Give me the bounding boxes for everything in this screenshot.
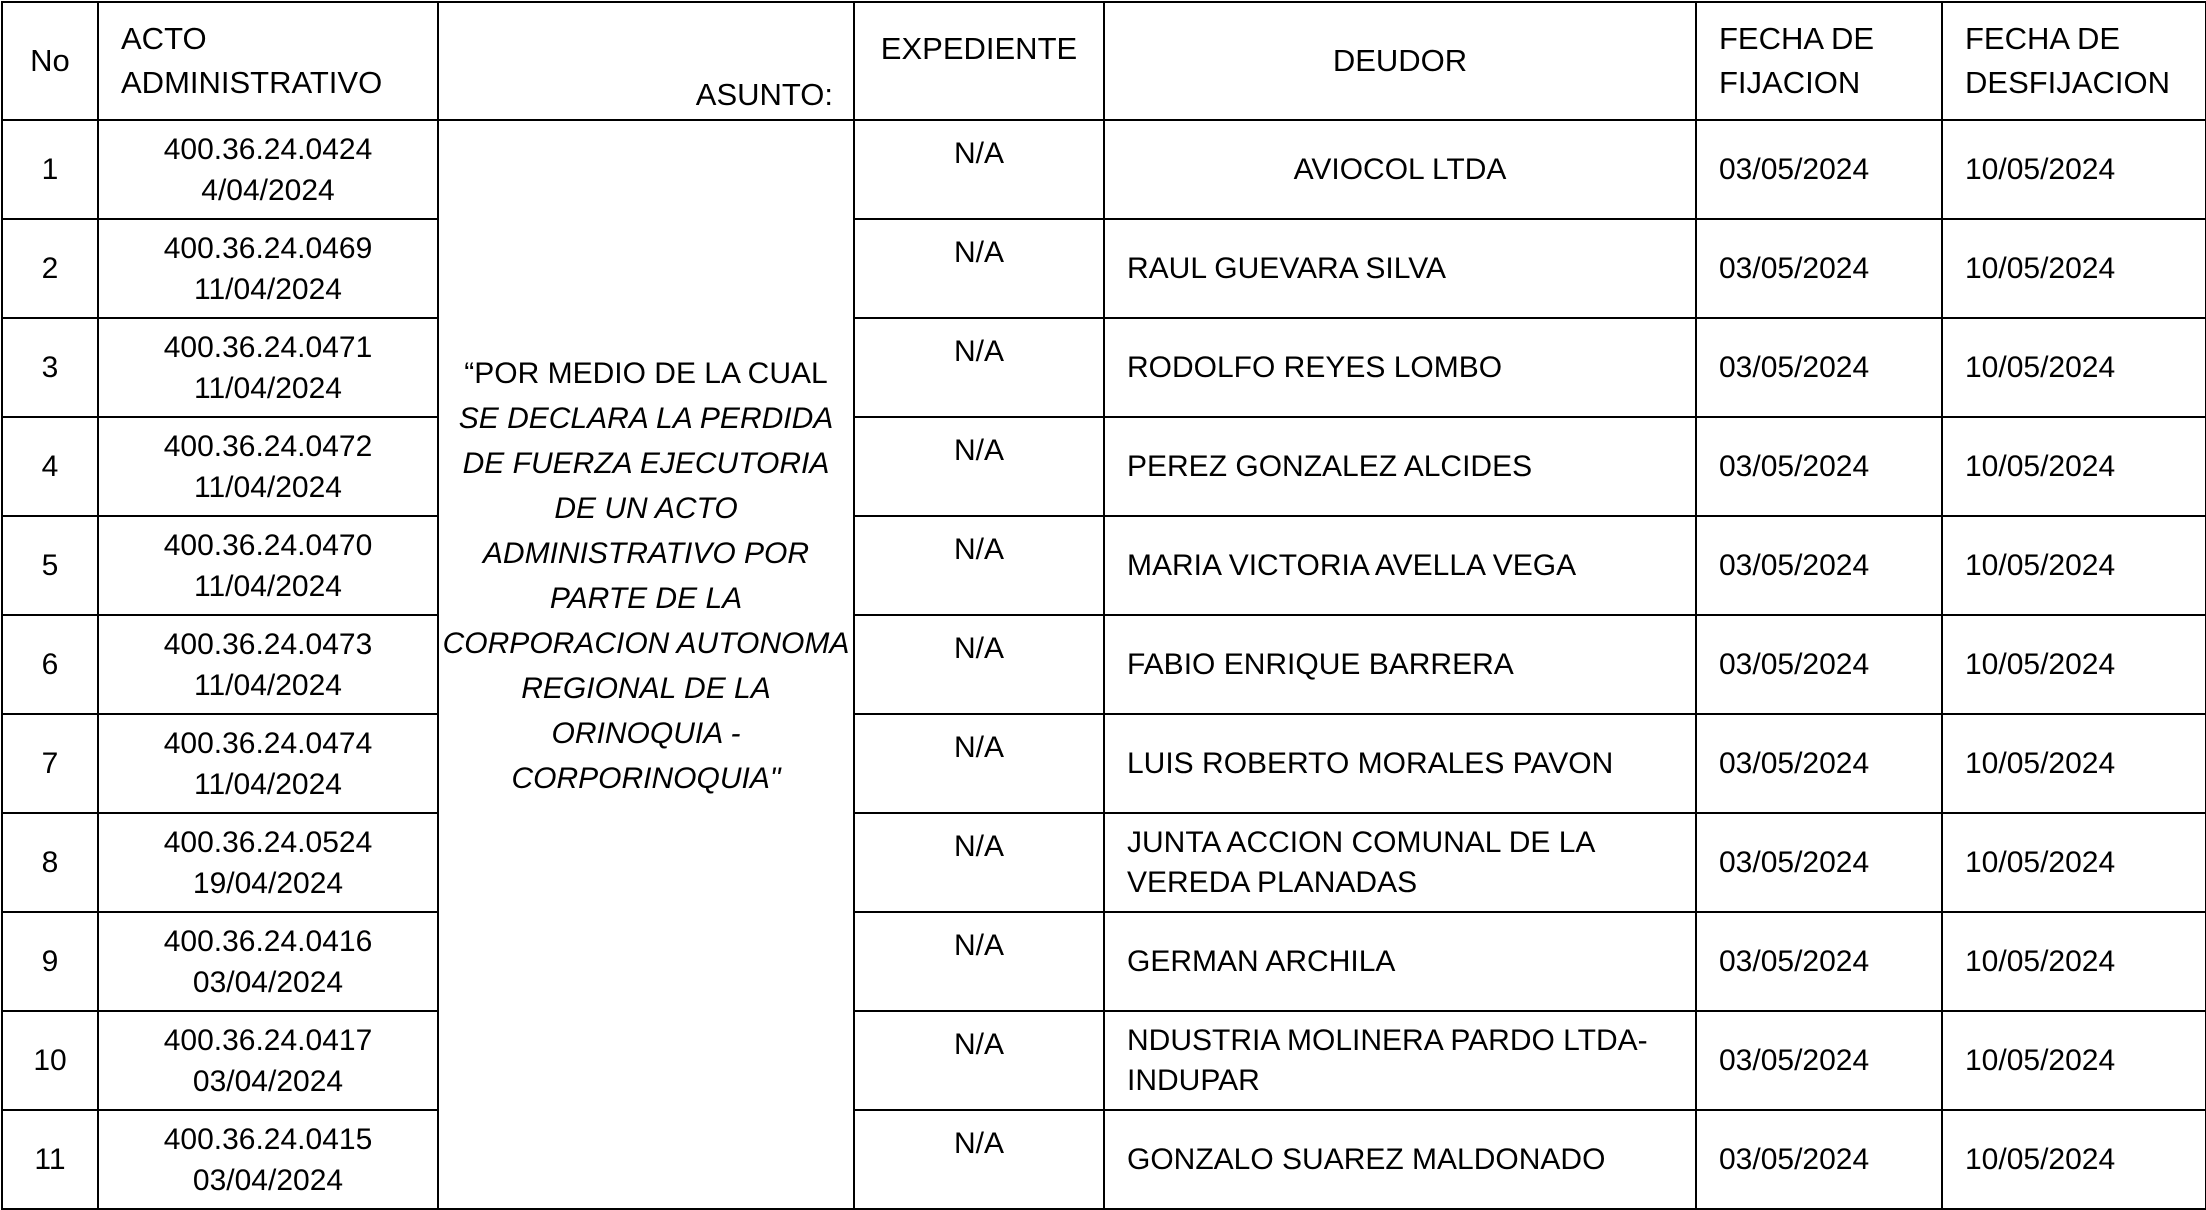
fecha-desfijacion-cell: 10/05/2024 [1942, 318, 2206, 417]
expediente-cell: N/A [854, 714, 1104, 813]
header-expediente: EXPEDIENTE [854, 2, 1104, 120]
header-no: No [2, 2, 98, 120]
acto-date: 4/04/2024 [201, 173, 335, 207]
acto-administrativo-cell [98, 516, 438, 615]
acto-number: 400.36.24.0416 [163, 924, 373, 958]
header-acto-line1: ACTO [121, 21, 207, 56]
acto-number: 400.36.24.0417 [163, 1023, 373, 1057]
fecha-desfijacion-cell: 10/05/2024 [1942, 912, 2206, 1011]
fecha-desfijacion-cell: 10/05/2024 [1942, 714, 2206, 813]
acto-date: 03/04/2024 [192, 965, 344, 999]
table-row [2, 120, 2206, 219]
deudor-cell: RODOLFO REYES LOMBO [1104, 318, 1696, 417]
table-row [2, 714, 2206, 813]
row-number: 5 [2, 516, 98, 615]
table-row [2, 417, 2206, 516]
header-asunto: ASUNTO: [438, 2, 854, 120]
header-desfijacion-line1: FECHA DE [1965, 21, 2121, 56]
deudor-cell: NDUSTRIA MOLINERA PARDO LTDA- INDUPAR [1104, 1011, 1696, 1110]
fecha-desfijacion-cell: 10/05/2024 [1942, 1011, 2206, 1110]
expediente-cell: N/A [854, 120, 1104, 219]
acto-number: 400.36.24.0424 [163, 132, 373, 166]
acto-number: 400.36.24.0415 [163, 1122, 373, 1156]
header-acto-administrativo [98, 2, 438, 120]
acto-date: 11/04/2024 [194, 371, 342, 405]
fecha-desfijacion-cell: 10/05/2024 [1942, 120, 2206, 219]
header-fijacion-line1: FECHA DE [1719, 21, 1875, 56]
acto-administrativo-cell [98, 120, 438, 219]
expediente-cell: N/A [854, 318, 1104, 417]
row-number: 1 [2, 120, 98, 219]
acto-administrativo-cell [98, 318, 438, 417]
acto-number: 400.36.24.0471 [163, 330, 373, 364]
deudor-cell: MARIA VICTORIA AVELLA VEGA [1104, 516, 1696, 615]
expediente-cell: N/A [854, 912, 1104, 1011]
asunto-cell [438, 120, 854, 1209]
fecha-fijacion-cell: 03/05/2024 [1696, 813, 1942, 912]
fecha-fijacion-cell: 03/05/2024 [1696, 1011, 1942, 1110]
acto-number: 400.36.24.0470 [163, 528, 373, 562]
row-number: 4 [2, 417, 98, 516]
fecha-desfijacion-cell: 10/05/2024 [1942, 813, 2206, 912]
table-row [2, 219, 2206, 318]
acto-number: 400.36.24.0472 [163, 429, 373, 463]
acto-date: 11/04/2024 [194, 272, 342, 306]
header-deudor: DEUDOR [1104, 2, 1696, 120]
header-desfijacion-line2: DESFIJACION [1965, 65, 2170, 100]
fecha-desfijacion-cell: 10/05/2024 [1942, 219, 2206, 318]
expediente-cell: N/A [854, 615, 1104, 714]
acto-date: 03/04/2024 [192, 1064, 344, 1098]
acto-administrativo-cell [98, 615, 438, 714]
expediente-cell: N/A [854, 1110, 1104, 1209]
row-number: 6 [2, 615, 98, 714]
expediente-cell: N/A [854, 417, 1104, 516]
row-number: 2 [2, 219, 98, 318]
fecha-desfijacion-cell: 10/05/2024 [1942, 417, 2206, 516]
fecha-fijacion-cell: 03/05/2024 [1696, 912, 1942, 1011]
deudor-cell: PEREZ GONZALEZ ALCIDES [1104, 417, 1696, 516]
expediente-cell: N/A [854, 1011, 1104, 1110]
deudor-cell: GERMAN ARCHILA [1104, 912, 1696, 1011]
acto-date: 11/04/2024 [194, 569, 342, 603]
expediente-cell: N/A [854, 813, 1104, 912]
table-row [2, 615, 2206, 714]
table-row [2, 318, 2206, 417]
fecha-fijacion-cell: 03/05/2024 [1696, 714, 1942, 813]
fecha-fijacion-cell: 03/05/2024 [1696, 516, 1942, 615]
row-number: 9 [2, 912, 98, 1011]
deudor-cell: LUIS ROBERTO MORALES PAVON [1104, 714, 1696, 813]
acto-date: 11/04/2024 [194, 668, 342, 702]
fecha-fijacion-cell: 03/05/2024 [1696, 1110, 1942, 1209]
row-number: 11 [2, 1110, 98, 1209]
row-number: 8 [2, 813, 98, 912]
header-row [2, 2, 2206, 120]
acto-number: 400.36.24.0474 [163, 726, 373, 760]
fecha-fijacion-cell: 03/05/2024 [1696, 219, 1942, 318]
acto-administrativo-cell [98, 1110, 438, 1209]
header-fecha-fijacion [1696, 2, 1942, 120]
acto-administrativo-cell [98, 417, 438, 516]
fecha-fijacion-cell: 03/05/2024 [1696, 417, 1942, 516]
acto-administrativo-cell [98, 219, 438, 318]
header-fijacion-line2: FIJACION [1719, 65, 1861, 100]
fecha-fijacion-cell: 03/05/2024 [1696, 318, 1942, 417]
acto-administrativo-cell [98, 714, 438, 813]
acto-date: 11/04/2024 [194, 767, 342, 801]
deudor-cell: GONZALO SUAREZ MALDONADO [1104, 1110, 1696, 1209]
fecha-desfijacion-cell: 10/05/2024 [1942, 1110, 2206, 1209]
fecha-fijacion-cell: 03/05/2024 [1696, 615, 1942, 714]
acto-date: 19/04/2024 [192, 866, 344, 900]
deudor-cell: RAUL GUEVARA SILVA [1104, 219, 1696, 318]
asunto-text-italic: SE DECLARA LA PERDIDA DE FUERZA EJECUTORIA DE UN ACTO ADMINISTRATIVO POR PARTE DE LA CORPORACION AUTONOMA REGIONAL DE LA ORINOQUIA - CORPORINOQUIA" [442, 402, 850, 795]
table-row [2, 912, 2206, 1011]
acto-number: 400.36.24.0469 [163, 231, 373, 265]
acto-date: 03/04/2024 [192, 1163, 344, 1197]
deudor-cell: AVIOCOL LTDA [1104, 120, 1696, 219]
table-body [2, 120, 2206, 1209]
table-row [2, 813, 2206, 912]
table-row [2, 1011, 2206, 1110]
fecha-desfijacion-cell: 10/05/2024 [1942, 615, 2206, 714]
acto-administrativo-cell [98, 912, 438, 1011]
acto-administrativo-cell [98, 1011, 438, 1110]
expediente-cell: N/A [854, 516, 1104, 615]
row-number: 7 [2, 714, 98, 813]
notification-table [1, 1, 2206, 1210]
acto-number: 400.36.24.0524 [163, 825, 373, 859]
deudor-cell: JUNTA ACCION COMUNAL DE LA VEREDA PLANADAS [1104, 813, 1696, 912]
row-number: 10 [2, 1011, 98, 1110]
asunto-text-plain: “POR MEDIO DE LA CUAL [464, 357, 828, 390]
acto-number: 400.36.24.0473 [163, 627, 373, 661]
expediente-cell: N/A [854, 219, 1104, 318]
deudor-cell: FABIO ENRIQUE BARRERA [1104, 615, 1696, 714]
acto-date: 11/04/2024 [194, 470, 342, 504]
table-row [2, 516, 2206, 615]
header-fecha-desfijacion [1942, 2, 2206, 120]
fecha-fijacion-cell: 03/05/2024 [1696, 120, 1942, 219]
fecha-desfijacion-cell: 10/05/2024 [1942, 516, 2206, 615]
row-number: 3 [2, 318, 98, 417]
header-acto-line2: ADMINISTRATIVO [121, 65, 383, 100]
table-row [2, 1110, 2206, 1209]
acto-administrativo-cell [98, 813, 438, 912]
